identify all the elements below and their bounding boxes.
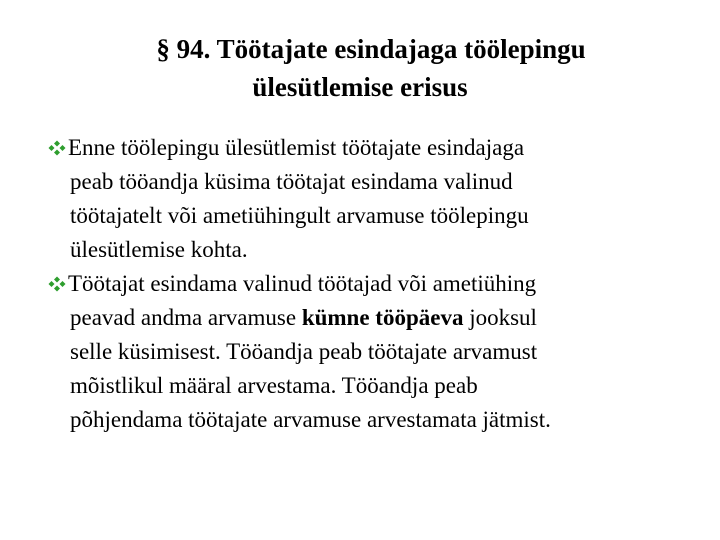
diamond-bullet-icon <box>48 276 66 292</box>
bullet-text-2 <box>68 267 688 437</box>
bullet-2-line-2-start: peavad andma arvamuse <box>70 305 302 330</box>
bullet-2-line-1: Töötajat esindama valinud töötajad või ametiühing <box>68 271 537 296</box>
deadline-emphasis: kümne tööpäeva <box>301 305 464 330</box>
bullet-2-line-3: selle küsimisest. Tööandja peab töötajate arvamust <box>70 339 538 364</box>
bullet-1-line-1: Enne töölepingu ülesütlemist töötajate esindajaga <box>68 135 525 160</box>
diamond-bullet-icon <box>48 140 66 156</box>
slide-title <box>60 30 660 106</box>
title-line-2: ülesütlemise erisus <box>252 72 468 102</box>
title-line-1: § 94. Töötajate esindajaga töölepingu <box>156 34 586 64</box>
bullet-1-line-3: töötajatelt või ametiühingult arvamuse töölepingu <box>70 203 529 228</box>
bullet-text-1 <box>68 131 688 267</box>
bullet-item-2 <box>48 267 688 437</box>
bullet-1-line-2: peab tööandja küsima töötajat esindama valinud <box>70 169 513 194</box>
bullet-2-line-4: mõistlikul määral arvestama. Tööandja peab <box>70 373 478 398</box>
bullet-list <box>48 131 688 437</box>
bullet-1-line-4: ülesütlemise kohta. <box>70 237 248 262</box>
bullet-2-line-2 <box>68 301 688 335</box>
bullet-2-line-2-end: jooksul <box>463 305 537 330</box>
bullet-item-1 <box>48 131 688 267</box>
bullet-2-line-5: põhjendama töötajate arvamuse arvestamata jätmist. <box>70 407 551 432</box>
